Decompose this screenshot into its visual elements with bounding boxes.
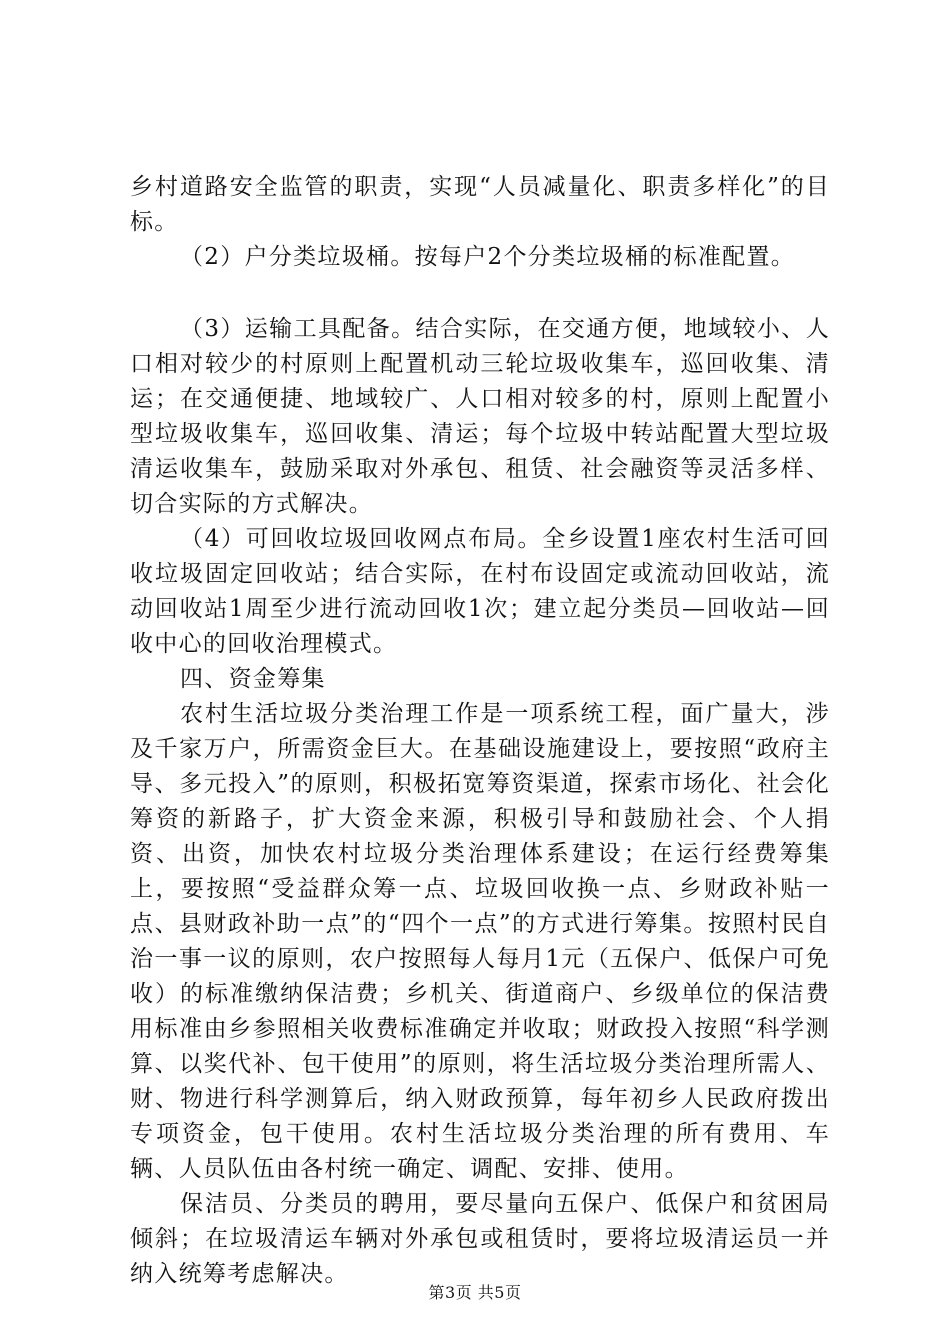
- paragraph-item-3: （3）运输工具配备。结合实际，在交通方便，地域较小、人口相对较少的村原则上配置机动三轮垃圾收集车，巡回收集、清运；在交通便捷、地域较广、人口相对较多的村，原则上配置小型垃圾收集车，巡回收集、清运；每个垃圾中转站配置大型垃圾清运收集车，鼓励采取对外承包、租赁、社会融资等灵活多样、切合实际的方式解决。: [130, 316, 830, 517]
- page-footer: 第3页 共5页: [428, 1283, 522, 1302]
- paragraph-continuation: 乡村道路安全监管的职责，实现“人员减量化、职责多样化”的目标。: [130, 174, 830, 235]
- paragraph-item-2: （2）户分类垃圾桶。按每户2个分类垃圾桶的标准配置。: [180, 244, 796, 270]
- paragraph-item-4: （4）可回收垃圾回收网点布局。全乡设置1座农村生活可回收垃圾固定回收站；结合实际，在村布设固定或流动回收站，流动回收站1周至少进行流动回收1次；建立起分类员—回收站—回收中心的回收治理模式。: [130, 526, 830, 657]
- paragraph-funding: 农村生活垃圾分类治理工作是一项系统工程，面广量大，涉及千家万户，所需资金巨大。在基础设施建设上，要按照“政府主导、多元投入”的原则，积极拓宽筹资渠道，探索市场化、社会化筹资的新路子，扩大资金来源，积极引导和鼓励社会、个人捐资、出资，加快农村垃圾分类治理体系建设；在运行经费筹集上，要按照“受益群众筹一点、垃圾回收换一点、乡财政补贴一点、县财政补助一点”的“四个一点”的方式进行筹集。按照村民自治一事一议的原则，农户按照每人每月1元（五保户、低保户可免收）的标准缴纳保洁费；乡机关、街道商户、乡级单位的保洁费用标准由乡参照相关收费标准确定并收取；财政投入按照“科学测算、以奖代补、包干使用”的原则，将生活垃圾分类治理所需人、财、物进行科学测算后，纳入财政预算，每年初乡人民政府拨出专项资金，包干使用。农村生活垃圾分类治理的所有费用、车辆、人员队伍由各村统一确定、调配、安排、使用。: [130, 701, 830, 1182]
- document-body: [130, 170, 830, 1292]
- paragraph-spacer: [130, 275, 830, 312]
- section-heading: 四、资金筹集: [180, 666, 326, 692]
- paragraph-hiring: 保洁员、分类员的聘用，要尽量向五保户、低保户和贫困局倾斜；在垃圾清运车辆对外承包或租赁时，要将垃圾清运员一并纳入统筹考虑解决。: [130, 1191, 830, 1287]
